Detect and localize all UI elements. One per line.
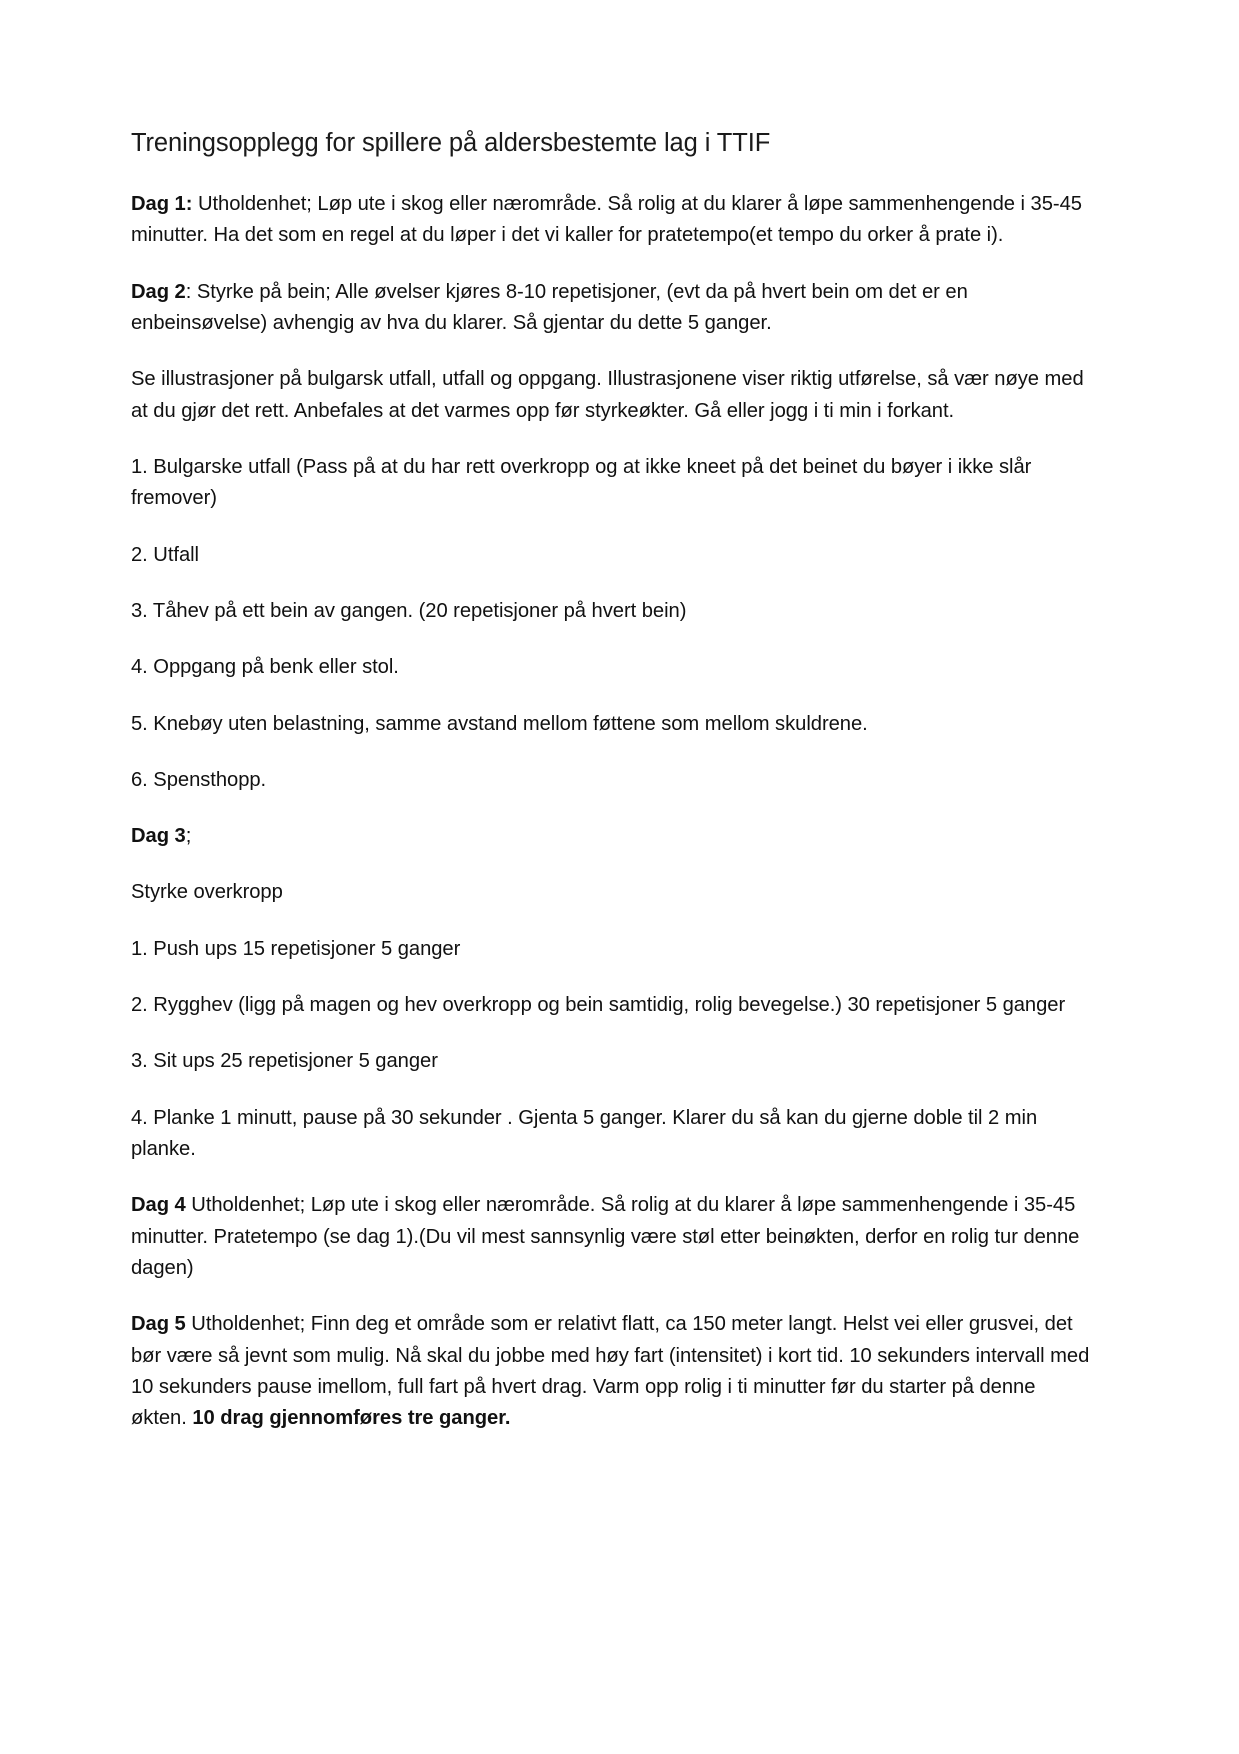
paragraph-overkropp-3 [131,1046,1093,1077]
paragraph-text: 4. Oppgang på benk eller stol. [131,656,399,679]
paragraph-text: ; [185,825,192,848]
day-label: Dag 1: [131,193,193,216]
day-label: Dag 4 [131,1194,186,1217]
paragraph-text: 3. Tåhev på ett bein av gangen. (20 repetisjoner på hvert bein) [131,599,687,622]
paragraph-text: 1. Push ups 15 repetisjoner 5 ganger [131,937,461,960]
paragraph-bein-4 [131,652,1093,683]
document-body [131,189,1093,1434]
paragraph-text: 5. Knebøy uten belastning, samme avstand mellom føttene som mellom skuldrene. [131,712,868,735]
paragraph-bein-3 [131,596,1093,627]
paragraph-text: 3. Sit ups 25 repetisjoner 5 ganger [131,1050,438,1073]
day-label: Dag 2 [131,280,186,303]
paragraph-overkropp-1 [131,934,1093,965]
paragraph-bein-1 [131,452,1093,515]
paragraph-bein-2 [131,540,1093,571]
paragraph-overkropp-2 [131,990,1093,1021]
paragraph-illustrasjoner [131,364,1093,427]
paragraph-text: 4. Planke 1 minutt, pause på 30 sekunder . Gjenta 5 ganger. Klarer du så kan du gjerne doble til 2 min planke. [131,1106,1038,1161]
day-label: Dag 5 [131,1313,186,1336]
paragraph-text: Utholdenhet; Finn deg et område som er relativt flatt, ca 150 meter langt. Helst vei eller grusvei, det bør være så jevnt som mulig. Nå skal du jobbe med høy fart (intensitet) i kort tid. 10 sekunders intervall med 10 sekunders pause imellom, full fart på hvert drag. Varm opp rolig i ti minutter før du starter på denne økten. [131,1313,1090,1430]
emphasis-text: 10 drag gjennomføres tre ganger. [192,1407,511,1430]
paragraph-text: 2. Utfall [131,543,199,566]
paragraph-text: Utholdenhet; Løp ute i skog eller nærområde. Så rolig at du klarer å løpe sammenhengende i 35-45 minutter. Ha det som en regel at du løper i det vi kaller for pratetempo(et tempo du orker å prate i). [131,193,1082,247]
paragraph-overkropp-4 [131,1103,1093,1166]
paragraph-text: 2. Rygghev (ligg på magen og hev overkropp og bein samtidig, rolig bevegelse.) 30 repetisjoner 5 ganger [131,994,1066,1017]
paragraph-bein-6 [131,765,1093,796]
paragraph-dag5 [131,1309,1093,1434]
page-title: Treningsopplegg for spillere på aldersbestemte lag i TTIF [131,129,771,157]
paragraph-text: 1. Bulgarske utfall (Pass på at du har rett overkropp og at ikke kneet på det beinet du bøyer i ikke slår fremover) [131,455,1032,510]
paragraph-text: Styrke overkropp [131,881,283,904]
paragraph-styrke-overkropp [131,877,1093,908]
paragraph-bein-5 [131,709,1093,740]
paragraph-dag3 [131,821,1093,852]
paragraph-text: 6. Spensthopp. [131,768,267,791]
paragraph-text: : Styrke på bein; Alle øvelser kjøres 8-10 repetisjoner, (evt da på hvert bein om det er en enbeinsøvelse) avhengig av hva du klarer. Så gjentar du dette 5 ganger. [131,280,968,335]
day-label: Dag 3 [131,825,186,848]
paragraph-text: Utholdenhet; Løp ute i skog eller nærområde. Så rolig at du klarer å løpe sammenhengende i 35-45 minutter. Pratetempo (se dag 1).(Du vil mest sannsynlig være støl etter beinøkten, derfor en rolig tur denne dagen) [131,1194,1080,1279]
paragraph-dag4 [131,1190,1093,1284]
paragraph-dag2 [131,277,1093,340]
paragraph-dag1 [131,189,1093,252]
paragraph-text: Se illustrasjoner på bulgarsk utfall, utfall og oppgang. Illustrasjonene viser riktig utførelse, så vær nøye med at du gjør det rett. Anbefales at det varmes opp før styrkeøkter. Gå eller jogg i ti min i forkant. [131,368,1084,422]
